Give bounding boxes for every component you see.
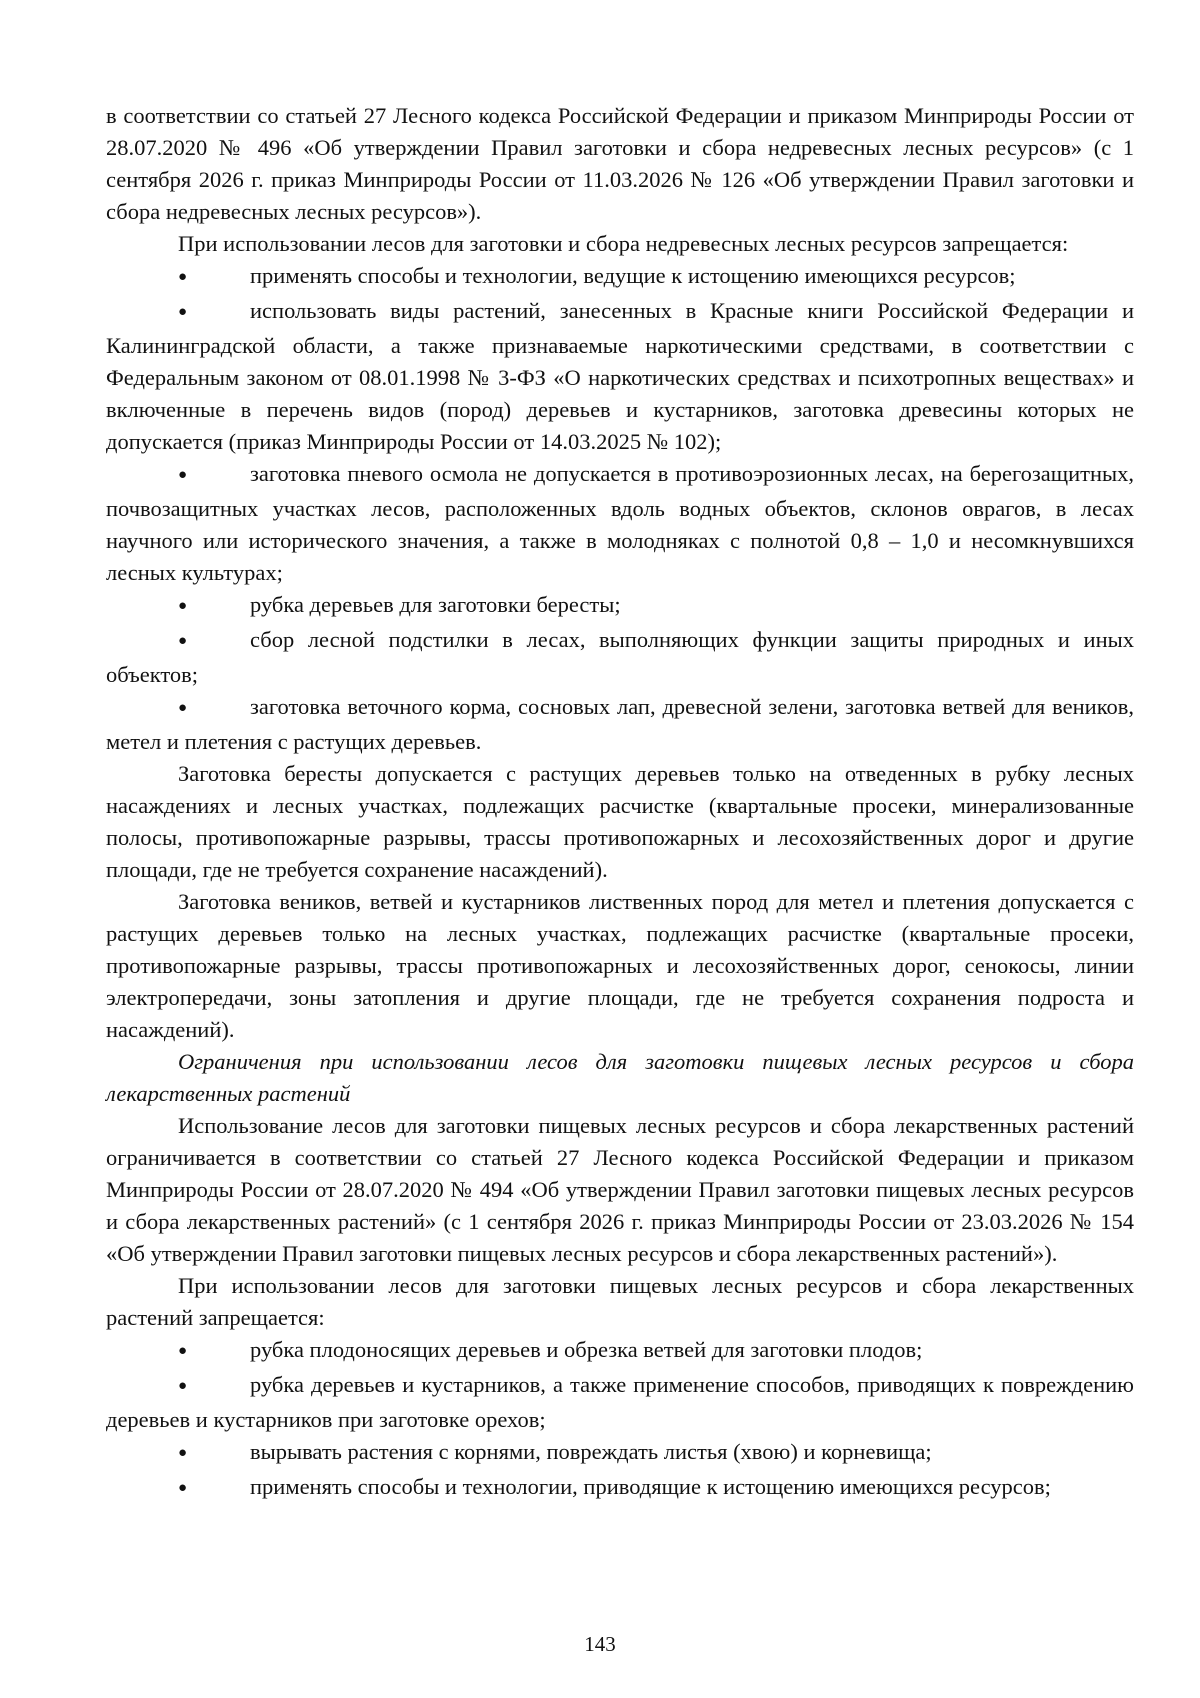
brooms-paragraph: Заготовка веников, ветвей и кустарников лиственных пород для метел и плетения допускается с растущих деревьев только на лесных участках, подлежащих расчистке (квартальные просеки, противопожарные разрывы, трассы противопожарных и лесохозяйственных дорог, сенокосы, линии электропередачи, зоны затопления и другие площади, где не требуется сохранения подроста и насаждений).	[106, 889, 1134, 1042]
bullet-icon	[178, 589, 250, 624]
bark-paragraph: Заготовка бересты допускается с растущих деревьев только на отведенных в рубку лесных насаждениях и лесных участках, подлежащих расчистке (квартальные просеки, минерализованные полосы, противопожарные разрывы, трассы противопожарных и лесохозяйственных дорог и другие площади, где не требуется сохранение насаждений).	[106, 761, 1134, 882]
bullet-icon	[178, 458, 250, 493]
section2-heading: Ограничения при использовании лесов для заготовки пищевых лесных ресурсов и сбора лекарственных растений	[106, 1049, 1134, 1106]
document-page	[106, 100, 1134, 1506]
list-item: ●вырывать растения с корнями, повреждать листья (хвою) и корневища;	[106, 1436, 1134, 1471]
bullet-icon	[178, 624, 250, 659]
section2-lead: При использовании лесов для заготовки пищевых лесных ресурсов и сбора лекарственных растений запрещается:	[106, 1273, 1134, 1330]
bullet-icon	[178, 691, 250, 726]
bullet-icon	[178, 1334, 250, 1369]
page-number: 143	[584, 1632, 616, 1656]
bullet-icon	[178, 1471, 250, 1506]
bullet-icon	[178, 1369, 250, 1404]
list-item: ●заготовка веточного корма, сосновых лап, древесной зелени, заготовка ветвей для веников, метел и плетения с растущих деревьев.	[106, 691, 1134, 758]
list-item: ●применять способы и технологии, ведущие к истощению имеющихся ресурсов;	[106, 260, 1134, 295]
list-item: ●рубка деревьев для заготовки бересты;	[106, 589, 1134, 624]
bullet-icon	[178, 1436, 250, 1471]
list-item: ●рубка плодоносящих деревьев и обрезка ветвей для заготовки плодов;	[106, 1334, 1134, 1369]
bullet-icon	[178, 295, 250, 330]
section2-paragraph: Использование лесов для заготовки пищевых лесных ресурсов и сбора лекарственных растений ограничивается в соответствии со статьей 27 Лесного кодекса Российской Федерации и приказом Минприроды России от 28.07.2020 № 494 «Об утверждении Правил заготовки пищевых лесных ресурсов и сбора лекарственных растений» (с 1 сентября 2026 г. приказ Минприроды России от 23.03.2026 № 154 «Об утверждении Правил заготовки пищевых лесных ресурсов и сбора лекарственных растений»).	[106, 1113, 1134, 1266]
section1-lead: При использовании лесов для заготовки и сбора недревесных лесных ресурсов запрещается:	[178, 231, 1069, 256]
list-item: ●использовать виды растений, занесенных в Красные книги Российской Федерации и Калининградской области, а также признаваемые наркотическими средствами, в соответствии с Федеральным законом от 08.01.1998 № 3-ФЗ «О наркотических средствах и психотропных веществах» и включенные в перечень видов (пород) деревьев и кустарников, заготовка древесины которых не допускается (приказ Минприроды России от 14.03.2025 № 102);	[106, 295, 1134, 458]
bullet-icon	[178, 260, 250, 295]
list-item: ●заготовка пневого осмола не допускается в противоэрозионных лесах, на берегозащитных, почвозащитных участках лесов, расположенных вдоль водных объектов, склонов оврагов, в лесах научного или исторического значения, а также в молодняках с полнотой 0,8 – 1,0 и несомкнувшихся лесных культурах;	[106, 458, 1134, 589]
intro-paragraph: в соответствии со статьей 27 Лесного кодекса Российской Федерации и приказом Минприроды России от 28.07.2020 № 496 «Об утверждении Правил заготовки и сбора недревесных лесных ресурсов» (с 1 сентября 2026 г. приказ Минприроды России от 11.03.2026 № 126 «Об утверждении Правил заготовки и сбора недревесных лесных ресурсов»).	[106, 103, 1134, 224]
list-item: ●сбор лесной подстилки в лесах, выполняющих функции защиты природных и иных объектов;	[106, 624, 1134, 691]
list-item: ●рубка деревьев и кустарников, а также применение способов, приводящих к повреждению деревьев и кустарников при заготовке орехов;	[106, 1369, 1134, 1436]
list-item: ●применять способы и технологии, приводящие к истощению имеющихся ресурсов;	[106, 1471, 1134, 1506]
